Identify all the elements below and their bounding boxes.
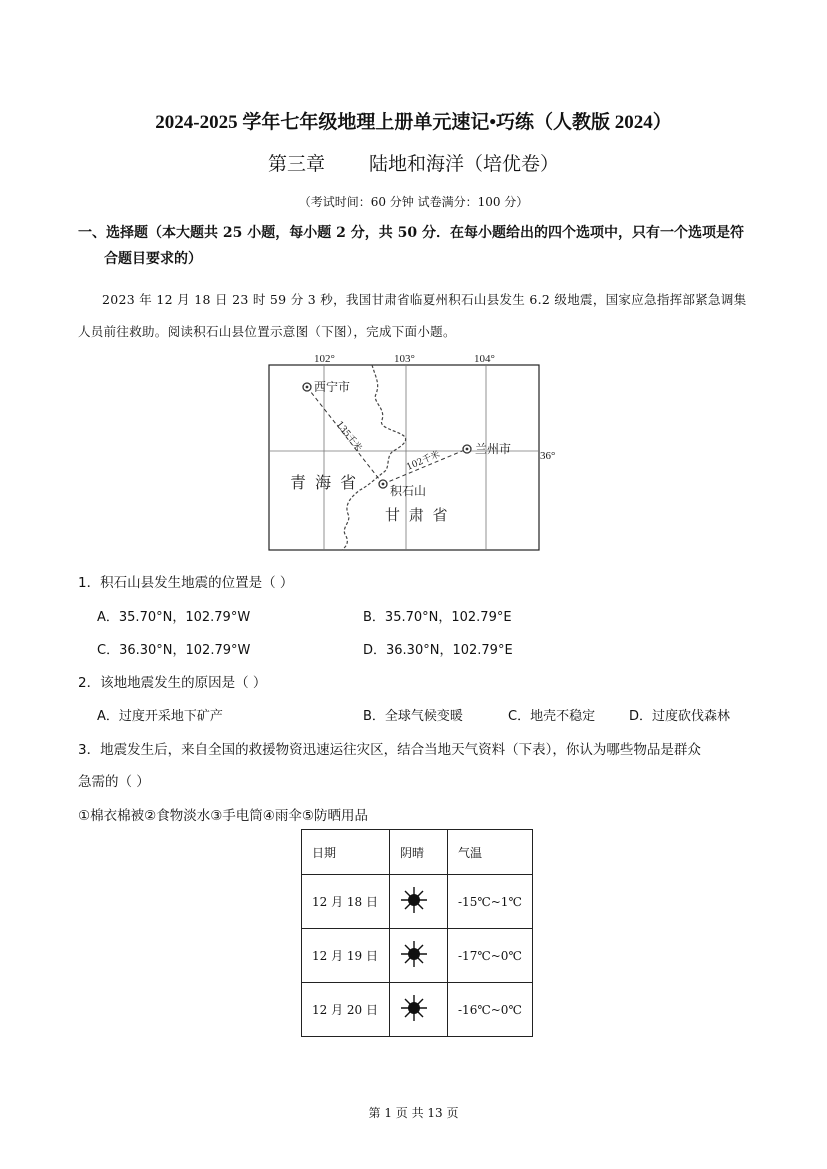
question-3-stem-line1: 3．地震发生后，来自全国的救援物资迅速运往灾区，结合当地天气资料（下表），你认为哪些物品是群众 bbox=[78, 742, 701, 758]
table-header-row bbox=[302, 830, 533, 875]
q1-option-c[interactable]: C．36.30°N，102.79°W bbox=[97, 643, 251, 658]
q2-option-a[interactable]: A．过度开采地下矿产 bbox=[97, 709, 223, 724]
table-row bbox=[302, 929, 533, 983]
city-lanzhou: 兰州市 bbox=[475, 442, 512, 456]
chapter-heading bbox=[0, 149, 827, 176]
q2-option-c[interactable]: C．地壳不稳定 bbox=[508, 709, 596, 724]
chapter-number: 第三章 bbox=[267, 153, 325, 175]
row-temp: -16℃~0℃ bbox=[448, 983, 533, 1037]
table-row bbox=[302, 875, 533, 929]
city-xining: 西宁市 bbox=[314, 380, 351, 394]
row-date: 12 月 20 日 bbox=[302, 983, 390, 1037]
section-heading bbox=[78, 220, 758, 272]
header-weather: 阴晴 bbox=[390, 830, 448, 875]
xining-marker-dot bbox=[306, 386, 309, 389]
lat-label-36: 36° bbox=[540, 450, 556, 462]
row-temp: -17℃~0℃ bbox=[448, 929, 533, 983]
sun-icon bbox=[400, 994, 428, 1022]
q2-option-b[interactable]: B．全球气候变暖 bbox=[363, 709, 463, 724]
q2-option-d[interactable]: D．过度砍伐森林 bbox=[629, 709, 731, 724]
exam-info: （考试时间：60 分钟 试卷满分：100 分） bbox=[298, 195, 529, 209]
row-temp: -15℃~1℃ bbox=[448, 875, 533, 929]
location-map bbox=[268, 350, 568, 555]
section-line-1: 一、选择题（本大题共 25 小题，每小题 2 分，共 50 分．在每小题给出的四个选项中，只有一个选项是符 bbox=[78, 225, 744, 241]
sun-icon bbox=[400, 940, 428, 968]
question-3-stem-line2: 急需的（ ） bbox=[78, 774, 150, 790]
distance-xining: 135千米 bbox=[333, 419, 364, 454]
intro-paragraph: 2023 年 12 月 18 日 23 时 59 分 3 秒，我国甘肃省临夏州积石山县发生 6.2 级地震，国家应急指挥部紧急调集人员前往救助。阅读积石山县位置示意图（下图），完成下面小题。 bbox=[78, 292, 747, 339]
table-row bbox=[302, 983, 533, 1037]
sun-icon bbox=[400, 886, 428, 914]
section-line-2: 合题目要求的） bbox=[104, 251, 202, 267]
lon-label-103: 103° bbox=[394, 353, 415, 365]
province-gansu: 甘 肃 省 bbox=[385, 506, 450, 524]
lon-label-104: 104° bbox=[474, 353, 495, 365]
weather-table bbox=[301, 829, 533, 1037]
chapter-title: 陆地和海洋（培优卷） bbox=[369, 153, 560, 175]
question-1-stem: 1．积石山县发生地震的位置是（ ） bbox=[78, 575, 294, 591]
distance-lanzhou: 102千米 bbox=[405, 449, 442, 473]
lon-label-102: 102° bbox=[314, 353, 335, 365]
row-date: 12 月 18 日 bbox=[302, 875, 390, 929]
jishishan-marker-dot bbox=[382, 483, 385, 486]
q1-option-b[interactable]: B．35.70°N，102.79°E bbox=[363, 610, 512, 625]
header-temp: 气温 bbox=[448, 830, 533, 875]
page-title: 2024-2025 学年七年级地理上册单元速记•巧练（人教版 2024） bbox=[155, 112, 672, 133]
row-date: 12 月 19 日 bbox=[302, 929, 390, 983]
question-3-items: ①棉衣棉被②食物淡水③手电筒④雨伞⑤防晒用品 bbox=[78, 808, 369, 824]
row-weather bbox=[390, 983, 448, 1037]
q1-option-a[interactable]: A．35.70°N，102.79°W bbox=[97, 610, 251, 625]
province-qinghai: 青 海 省 bbox=[290, 473, 359, 492]
lanzhou-marker-dot bbox=[466, 448, 469, 451]
row-weather bbox=[390, 875, 448, 929]
row-weather bbox=[390, 929, 448, 983]
city-jishishan: 积石山 bbox=[390, 484, 427, 498]
q1-option-d[interactable]: D．36.30°N，102.79°E bbox=[363, 643, 513, 658]
question-2-stem: 2．该地地震发生的原因是（ ） bbox=[78, 675, 267, 691]
header-date: 日期 bbox=[302, 830, 390, 875]
page-footer: 第 1 页 共 13 页 bbox=[368, 1106, 459, 1120]
